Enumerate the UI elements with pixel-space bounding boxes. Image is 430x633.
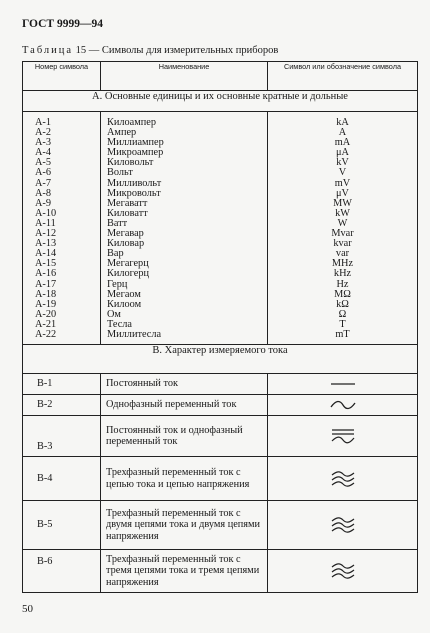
ac-wave-icon <box>268 395 418 416</box>
unit-symbol: kA <box>336 117 349 128</box>
section-a-codes <box>23 112 101 345</box>
section-a-title: А. Основные единицы и их основные кратные и дольные <box>23 91 418 112</box>
row-code: В-2 <box>23 395 101 416</box>
unit-symbol: Hz <box>336 278 349 290</box>
symbol-code: А-21 <box>35 318 57 330</box>
unit-symbol: kV <box>336 157 349 169</box>
unit-name: Киловатт <box>107 207 148 219</box>
unit-name: Киловар <box>107 238 145 250</box>
row-name: Трехфазный переменный ток с двумя цепями тока и двумя цепями напряжения <box>101 501 268 550</box>
symbol-code: А-22 <box>35 328 57 340</box>
symbol-code: А-9 <box>35 197 52 209</box>
dc-ac-icon <box>268 416 418 457</box>
unit-name: Ом <box>107 308 121 320</box>
unit-symbol: kHz <box>333 268 352 280</box>
unit-name: Миллиампер <box>107 137 164 149</box>
dc-line-icon <box>268 374 418 395</box>
section-b-title: В. Характер измеряемого тока <box>23 345 418 374</box>
unit-symbol: A <box>338 127 347 139</box>
col-header-name: Наименование <box>101 62 268 91</box>
three-phase-1-icon <box>268 457 418 501</box>
unit-name: Вольт <box>107 167 133 179</box>
unit-symbol: Ω <box>338 308 347 320</box>
unit-name: Тесла <box>107 318 133 330</box>
unit-symbol: kvar <box>333 238 352 250</box>
row-code: В-4 <box>23 457 101 501</box>
symbol-code: А-1 <box>35 117 52 128</box>
symbol-code: А-13 <box>35 238 57 250</box>
row-code: В-5 <box>23 501 101 550</box>
three-phase-3-icon <box>268 550 418 593</box>
col-header-symbol: Символ или обозначение символа <box>268 62 418 91</box>
symbol-code: А-10 <box>35 207 57 219</box>
table-row <box>23 501 418 550</box>
unit-name: Ватт <box>107 217 128 229</box>
symbol-code: А-17 <box>35 278 57 290</box>
unit-name: Киловольт <box>107 157 154 169</box>
section-b-title-row <box>23 345 418 374</box>
symbol-code: А-14 <box>35 248 57 260</box>
three-phase-2-icon <box>268 501 418 550</box>
symbol-code: А-2 <box>35 127 52 139</box>
unit-name: Микровольт <box>107 187 161 199</box>
unit-name: Ампер <box>107 127 137 139</box>
unit-symbol: mV <box>334 177 351 189</box>
row-name: Трехфазный переменный ток с цепью тока и цепью напряжения <box>101 457 268 501</box>
row-name: Постоянный ток и однофазный переменный ток <box>101 416 268 457</box>
row-name: Однофазный переменный ток <box>101 395 268 416</box>
col-header-code: Номер символа <box>23 62 101 91</box>
unit-name: Килоом <box>107 298 142 310</box>
unit-symbol: MΩ <box>334 288 351 300</box>
section-a-group <box>23 112 418 345</box>
caption-prefix: Таблица <box>22 45 74 56</box>
unit-symbol: Mvar <box>331 228 354 240</box>
unit-symbol: μV <box>336 187 349 199</box>
symbol-code: А-6 <box>35 167 52 179</box>
names-list <box>107 118 267 340</box>
unit-name: Миллитесла <box>107 328 162 340</box>
unit-symbol: kW <box>335 207 350 219</box>
symbol-code: А-4 <box>35 147 52 159</box>
symbol-code: А-8 <box>35 187 52 199</box>
unit-symbol: V <box>338 167 347 179</box>
symbol-code: А-7 <box>35 177 52 189</box>
row-name: Постоянный ток <box>101 374 268 395</box>
row-code: В-1 <box>23 374 101 395</box>
row-name: Трехфазный переменный ток с тремя цепями тока и тремя цепями напряжения <box>101 550 268 593</box>
page-number: 50 <box>22 603 33 615</box>
section-a-title-row <box>23 91 418 112</box>
unit-symbol: MW <box>333 197 352 209</box>
unit-name: Мегавар <box>107 228 144 240</box>
unit-name: Милливольт <box>107 177 162 189</box>
unit-name: Микроампер <box>107 147 164 159</box>
table-row <box>23 416 418 457</box>
table-row <box>23 457 418 501</box>
section-a-symbols <box>268 112 418 345</box>
symbol-code: А-12 <box>35 228 57 240</box>
unit-name: Мегаом <box>107 288 141 300</box>
symbol-code: А-20 <box>35 308 57 320</box>
row-code: В-6 <box>23 550 101 593</box>
table-caption <box>22 45 278 56</box>
symbol-code: А-16 <box>35 268 57 280</box>
symbols-list <box>268 118 417 340</box>
unit-name: Мегагерц <box>107 258 149 270</box>
table-header-row <box>23 62 418 91</box>
unit-name: Килогерц <box>107 268 149 280</box>
page-header: ГОСТ 9999—94 <box>22 18 103 30</box>
unit-symbol: var <box>335 248 350 260</box>
unit-symbol: mA <box>334 137 351 149</box>
codes-list <box>35 118 100 340</box>
unit-name: Килоампер <box>107 117 156 128</box>
unit-symbol: W <box>337 217 348 229</box>
section-a-names <box>101 112 268 345</box>
unit-name: Вар <box>107 248 124 260</box>
symbol-code: А-5 <box>35 157 52 169</box>
unit-symbol: T <box>339 318 346 330</box>
unit-symbol: μA <box>336 147 349 159</box>
unit-symbol: MHz <box>331 258 354 270</box>
symbol-code: А-15 <box>35 258 57 270</box>
table-row <box>23 550 418 593</box>
unit-symbol: mT <box>335 328 350 340</box>
symbol-code: А-18 <box>35 288 57 300</box>
table-row <box>23 374 418 395</box>
symbol-code: А-19 <box>35 298 57 310</box>
unit-symbol: kΩ <box>336 298 349 310</box>
unit-name: Герц <box>107 278 128 290</box>
table-row <box>23 395 418 416</box>
row-code: В-3 <box>23 416 101 457</box>
unit-name: Мегаватт <box>107 197 148 209</box>
symbol-code: А-11 <box>35 217 56 229</box>
symbol-code: А-3 <box>35 137 52 149</box>
caption-title: 15 — Символы для измерительных приборов <box>73 45 279 56</box>
symbols-table <box>22 61 418 593</box>
